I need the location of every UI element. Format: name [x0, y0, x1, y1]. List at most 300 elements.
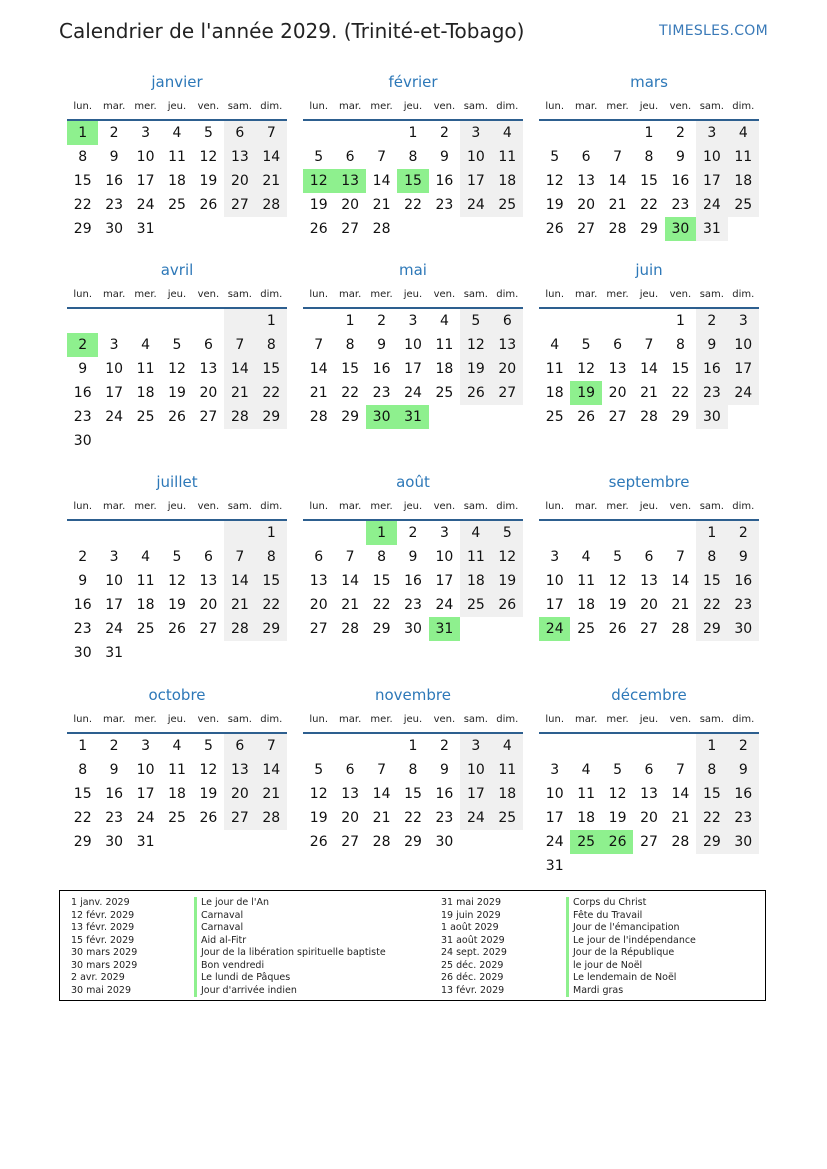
day-cell: 19	[545, 197, 564, 213]
day-cell: 13	[309, 573, 328, 589]
day-cell: 4	[439, 313, 449, 329]
day-cell: 30	[73, 645, 92, 661]
weekday-label: ven.	[433, 501, 456, 512]
day-cell: 5	[203, 738, 213, 754]
day-cell: 10	[545, 786, 564, 802]
weekday-label: sam.	[699, 501, 724, 512]
day-cell: 25	[492, 806, 523, 830]
day-cell: 28	[671, 834, 690, 850]
day-cell: 5	[492, 521, 523, 545]
month-block	[539, 684, 759, 878]
day-cell: 24	[696, 193, 727, 217]
month-block	[67, 71, 287, 265]
day-cell: 6	[224, 121, 255, 145]
day-cell: 22	[696, 593, 727, 617]
day-cell: 14	[640, 361, 658, 377]
weekday-label: mer.	[606, 101, 629, 112]
weekday-label: sam.	[463, 101, 488, 112]
day-cell: 8	[675, 337, 685, 353]
holiday-day: 31	[397, 405, 428, 429]
day-cell: 29	[372, 621, 391, 637]
day-cell: 12	[309, 786, 328, 802]
day-cell: 11	[492, 758, 523, 782]
day-cell: 28	[671, 621, 690, 637]
day-cell: 16	[728, 569, 759, 593]
weekday-label: mer.	[606, 289, 629, 300]
weekday-label: lun.	[309, 289, 329, 300]
day-cell: 30	[728, 617, 759, 641]
day-cell: 26	[577, 409, 596, 425]
day-grid	[539, 734, 759, 878]
day-grid	[539, 521, 759, 665]
day-cell: 18	[577, 597, 596, 613]
month-block	[539, 471, 759, 665]
weekday-header	[67, 710, 287, 730]
day-cell: 13	[577, 173, 596, 189]
weekday-label: mar.	[575, 289, 598, 300]
day-cell: 9	[696, 333, 727, 357]
weekday-label: lun.	[545, 714, 565, 725]
day-cell: 17	[545, 597, 564, 613]
day-cell: 24	[105, 409, 124, 425]
day-cell: 26	[168, 621, 186, 637]
day-cell: 11	[435, 337, 454, 353]
day-cell: 14	[372, 173, 391, 189]
day-cell: 14	[256, 145, 287, 169]
day-cell: 28	[372, 834, 391, 850]
day-cell: 8	[256, 333, 287, 357]
holiday-name: Corps du Christ	[566, 897, 696, 910]
day-cell: 7	[675, 762, 685, 778]
day-cell: 21	[256, 782, 287, 806]
day-cell: 12	[168, 573, 186, 589]
day-cell: 3	[141, 738, 151, 754]
day-cell: 9	[109, 762, 119, 778]
day-cell: 19	[608, 810, 627, 826]
day-cell: 17	[136, 786, 155, 802]
day-cell: 26	[168, 409, 186, 425]
day-cell: 24	[728, 381, 759, 405]
day-cell: 20	[224, 169, 255, 193]
day-cell: 26	[309, 221, 328, 237]
holiday-name: Jour de la libération spirituelle baptiste	[194, 947, 386, 960]
day-cell: 13	[492, 333, 523, 357]
day-cell: 20	[577, 197, 596, 213]
day-cell: 14	[309, 361, 328, 377]
day-cell: 26	[608, 621, 627, 637]
day-cell: 23	[435, 810, 454, 826]
day-cell: 24	[545, 834, 564, 850]
day-cell: 3	[460, 121, 491, 145]
day-cell: 27	[224, 193, 255, 217]
day-cell: 20	[341, 810, 360, 826]
day-cell: 3	[728, 309, 759, 333]
month-name: mars	[630, 73, 668, 91]
holiday-name: Jour de l'émancipation	[566, 922, 696, 935]
holiday-day: 26	[602, 830, 633, 854]
day-cell: 10	[696, 145, 727, 169]
weekday-label: ven.	[669, 714, 692, 725]
holiday-day: 30	[366, 405, 397, 429]
day-cell: 5	[314, 149, 324, 165]
day-cell: 3	[109, 549, 119, 565]
day-cell: 2	[377, 313, 387, 329]
holiday-date: 19 juin 2029	[441, 909, 501, 921]
day-cell: 22	[256, 593, 287, 617]
month-name: mai	[399, 261, 427, 279]
day-cell: 4	[141, 549, 151, 565]
day-cell: 18	[136, 597, 155, 613]
day-cell: 18	[168, 786, 186, 802]
day-cell: 16	[105, 786, 124, 802]
weekday-label: ven.	[197, 289, 220, 300]
day-cell: 7	[314, 337, 324, 353]
day-cell: 15	[341, 361, 360, 377]
day-cell: 4	[581, 549, 591, 565]
day-cell: 23	[105, 197, 124, 213]
weekday-label: ven.	[197, 714, 220, 725]
day-cell: 1	[256, 521, 287, 545]
day-cell: 24	[136, 197, 155, 213]
page-title: Calendrier de l'année 2029. (Trinité-et-Tobago)	[59, 19, 525, 43]
holiday-day: 24	[539, 617, 570, 641]
weekday-label: mer.	[134, 289, 157, 300]
holiday-day: 13	[334, 169, 365, 193]
day-cell: 21	[256, 169, 287, 193]
day-cell: 30	[728, 830, 759, 854]
day-grid	[67, 734, 287, 878]
day-cell: 21	[372, 197, 391, 213]
brand-logo[interactable]: TIMESLES.COM	[659, 23, 768, 39]
day-cell: 23	[671, 197, 690, 213]
day-cell: 23	[404, 597, 422, 613]
day-cell: 27	[577, 221, 596, 237]
day-cell: 20	[199, 597, 218, 613]
holiday-date: 1 janv. 2029	[71, 897, 130, 908]
day-cell: 14	[372, 786, 391, 802]
weekday-label: lun.	[545, 101, 565, 112]
day-cell: 6	[345, 762, 355, 778]
day-cell: 25	[168, 197, 186, 213]
day-cell: 27	[309, 621, 328, 637]
day-cell: 26	[492, 593, 523, 617]
day-cell: 28	[341, 621, 360, 637]
month-name: décembre	[611, 686, 687, 704]
weekday-header	[539, 285, 759, 305]
weekday-label: jeu.	[639, 101, 659, 112]
day-cell: 25	[460, 593, 491, 617]
month-name: octobre	[148, 686, 206, 704]
day-cell: 9	[728, 545, 759, 569]
month-name: août	[396, 473, 430, 491]
weekday-label: dim.	[260, 501, 283, 512]
month-name: septembre	[608, 473, 690, 491]
weekday-label: lun.	[73, 101, 93, 112]
month-block	[303, 259, 523, 453]
day-cell: 19	[492, 569, 523, 593]
day-cell: 9	[439, 149, 449, 165]
weekday-label: mar.	[339, 289, 362, 300]
day-cell: 27	[341, 834, 360, 850]
day-cell: 24	[404, 385, 422, 401]
day-cell: 12	[168, 361, 186, 377]
day-cell: 21	[671, 810, 690, 826]
day-cell: 25	[728, 193, 759, 217]
holiday-day: 1	[366, 521, 397, 545]
day-cell: 25	[435, 385, 454, 401]
day-cell: 23	[728, 593, 759, 617]
weekday-header	[67, 497, 287, 517]
day-cell: 15	[671, 361, 690, 377]
holiday-list	[59, 890, 766, 1001]
day-cell: 19	[608, 597, 627, 613]
day-cell: 15	[696, 569, 727, 593]
weekday-label: jeu.	[639, 289, 659, 300]
day-cell: 18	[168, 173, 186, 189]
weekday-label: mer.	[134, 501, 157, 512]
day-cell: 5	[613, 549, 623, 565]
weekday-header	[303, 285, 523, 305]
weekday-label: lun.	[73, 714, 93, 725]
day-cell: 8	[78, 149, 88, 165]
day-cell: 31	[545, 858, 564, 874]
day-cell: 29	[73, 221, 92, 237]
day-cell: 21	[372, 810, 391, 826]
day-cell: 16	[73, 597, 92, 613]
weekday-label: sam.	[227, 714, 252, 725]
day-cell: 28	[256, 806, 287, 830]
day-cell: 9	[408, 549, 418, 565]
holiday-name: Mardi gras	[566, 985, 696, 998]
day-cell: 12	[460, 333, 491, 357]
day-cell: 16	[404, 573, 422, 589]
weekday-label: dim.	[496, 714, 519, 725]
day-cell: 29	[671, 409, 690, 425]
day-cell: 5	[581, 337, 591, 353]
weekday-label: mer.	[370, 101, 393, 112]
day-cell: 30	[105, 834, 124, 850]
day-cell: 30	[435, 834, 454, 850]
day-cell: 29	[640, 221, 658, 237]
day-cell: 23	[73, 621, 92, 637]
day-cell: 7	[256, 734, 287, 758]
day-cell: 6	[492, 309, 523, 333]
weekday-label: mar.	[575, 501, 598, 512]
day-cell: 1	[345, 313, 355, 329]
day-cell: 24	[435, 597, 454, 613]
day-cell: 26	[199, 197, 218, 213]
weekday-label: sam.	[463, 501, 488, 512]
day-cell: 11	[577, 573, 596, 589]
weekday-label: sam.	[227, 501, 252, 512]
weekday-label: sam.	[699, 101, 724, 112]
day-cell: 22	[341, 385, 360, 401]
day-cell: 12	[545, 173, 564, 189]
weekday-label: mar.	[103, 714, 126, 725]
day-cell: 17	[460, 169, 491, 193]
weekday-label: jeu.	[403, 501, 423, 512]
holiday-dates-left	[71, 897, 137, 997]
day-cell: 20	[492, 357, 523, 381]
day-cell: 20	[224, 782, 255, 806]
day-cell: 10	[460, 145, 491, 169]
holiday-name: Bon vendredi	[194, 960, 386, 973]
day-cell: 3	[696, 121, 727, 145]
day-cell: 10	[136, 149, 155, 165]
day-cell: 10	[460, 758, 491, 782]
weekday-label: mar.	[103, 501, 126, 512]
holiday-date: 2 avr. 2029	[71, 972, 125, 983]
day-cell: 10	[105, 361, 124, 377]
day-cell: 23	[105, 810, 124, 826]
holiday-day: 31	[429, 617, 460, 641]
day-cell: 20	[341, 197, 360, 213]
day-cell: 27	[341, 221, 360, 237]
holiday-date: 24 sept. 2029	[441, 947, 507, 958]
day-cell: 2	[109, 738, 119, 754]
weekday-label: dim.	[496, 101, 519, 112]
day-cell: 8	[345, 337, 355, 353]
holiday-name: Carnaval	[194, 910, 386, 923]
day-cell: 25	[136, 409, 155, 425]
day-cell: 20	[640, 810, 658, 826]
holiday-date: 30 mai 2029	[71, 984, 132, 996]
day-cell: 20	[640, 597, 658, 613]
day-cell: 26	[545, 221, 564, 237]
day-cell: 26	[460, 381, 491, 405]
day-cell: 13	[341, 786, 360, 802]
day-cell: 9	[78, 573, 88, 589]
weekday-label: lun.	[545, 289, 565, 300]
day-cell: 31	[696, 217, 727, 241]
holiday-name: Le lendemain de Noël	[566, 972, 696, 985]
holiday-day: 2	[67, 333, 98, 357]
weekday-label: lun.	[73, 501, 93, 512]
day-cell: 6	[224, 734, 255, 758]
holiday-name: Carnaval	[194, 922, 386, 935]
weekday-label: ven.	[669, 501, 692, 512]
day-cell: 9	[675, 149, 685, 165]
day-cell: 16	[105, 173, 124, 189]
day-cell: 6	[581, 149, 591, 165]
day-cell: 20	[309, 597, 328, 613]
day-cell: 4	[492, 121, 523, 145]
holiday-date: 12 févr. 2029	[71, 909, 135, 921]
day-cell: 21	[309, 385, 328, 401]
day-cell: 11	[545, 361, 564, 377]
weekday-label: dim.	[732, 289, 755, 300]
holiday-name: le jour de Noël	[566, 960, 696, 973]
day-cell: 3	[439, 525, 449, 541]
day-cell: 21	[224, 593, 255, 617]
day-cell: 17	[460, 782, 491, 806]
holiday-date: 13 févr. 2029	[71, 922, 135, 933]
day-cell: 10	[435, 549, 454, 565]
day-cell: 6	[613, 337, 623, 353]
day-cell: 14	[256, 758, 287, 782]
weekday-label: mar.	[575, 714, 598, 725]
day-cell: 15	[256, 569, 287, 593]
day-cell: 7	[224, 333, 255, 357]
day-cell: 16	[671, 173, 690, 189]
month-name: novembre	[375, 686, 451, 704]
day-cell: 12	[199, 149, 218, 165]
day-cell: 8	[256, 545, 287, 569]
day-cell: 1	[696, 521, 727, 545]
holiday-names-left	[194, 897, 386, 997]
day-cell: 29	[341, 409, 360, 425]
holiday-name: Jour d'arrivée indien	[194, 985, 386, 998]
day-cell: 22	[404, 810, 422, 826]
month-name: février	[388, 73, 438, 91]
day-cell: 21	[640, 385, 658, 401]
day-cell: 25	[492, 193, 523, 217]
day-cell: 29	[404, 834, 422, 850]
day-cell: 22	[73, 197, 92, 213]
weekday-label: jeu.	[167, 289, 187, 300]
day-cell: 11	[136, 573, 155, 589]
day-cell: 22	[640, 197, 658, 213]
holiday-date: 31 mai 2029	[441, 897, 502, 908]
day-cell: 2	[109, 125, 119, 141]
day-cell: 3	[550, 549, 560, 565]
day-cell: 7	[613, 149, 623, 165]
day-cell: 27	[640, 621, 658, 637]
day-cell: 8	[408, 149, 418, 165]
day-cell: 7	[675, 549, 685, 565]
day-cell: 14	[224, 569, 255, 593]
day-cell: 30	[73, 433, 92, 449]
day-cell: 3	[109, 337, 119, 353]
day-cell: 29	[696, 617, 727, 641]
day-cell: 5	[172, 337, 182, 353]
day-cell: 6	[314, 549, 324, 565]
day-cell: 2	[675, 125, 685, 141]
day-cell: 30	[105, 221, 124, 237]
day-cell: 18	[545, 385, 564, 401]
weekday-label: sam.	[463, 714, 488, 725]
holiday-name: Le lundi de Pâques	[194, 972, 386, 985]
day-cell: 8	[408, 762, 418, 778]
day-cell: 21	[671, 597, 690, 613]
day-cell: 15	[256, 357, 287, 381]
weekday-label: mar.	[339, 501, 362, 512]
weekday-label: jeu.	[639, 501, 659, 512]
holiday-date: 26 déc. 2029	[441, 972, 504, 983]
day-cell: 23	[73, 409, 92, 425]
weekday-label: ven.	[669, 101, 692, 112]
weekday-label: sam.	[463, 289, 488, 300]
day-cell: 17	[136, 173, 155, 189]
day-cell: 20	[608, 385, 627, 401]
day-cell: 24	[460, 806, 491, 830]
day-cell: 31	[136, 221, 155, 237]
day-cell: 31	[136, 834, 155, 850]
day-cell: 22	[256, 381, 287, 405]
day-cell: 26	[199, 810, 218, 826]
day-cell: 18	[435, 361, 454, 377]
day-cell: 23	[372, 385, 391, 401]
day-cell: 2	[78, 549, 88, 565]
day-grid	[67, 121, 287, 265]
weekday-label: sam.	[699, 289, 724, 300]
day-cell: 27	[608, 409, 627, 425]
weekday-label: mer.	[134, 714, 157, 725]
day-cell: 22	[73, 810, 92, 826]
holiday-name: Jour de la République	[566, 947, 696, 960]
day-grid	[539, 121, 759, 265]
day-cell: 13	[224, 145, 255, 169]
